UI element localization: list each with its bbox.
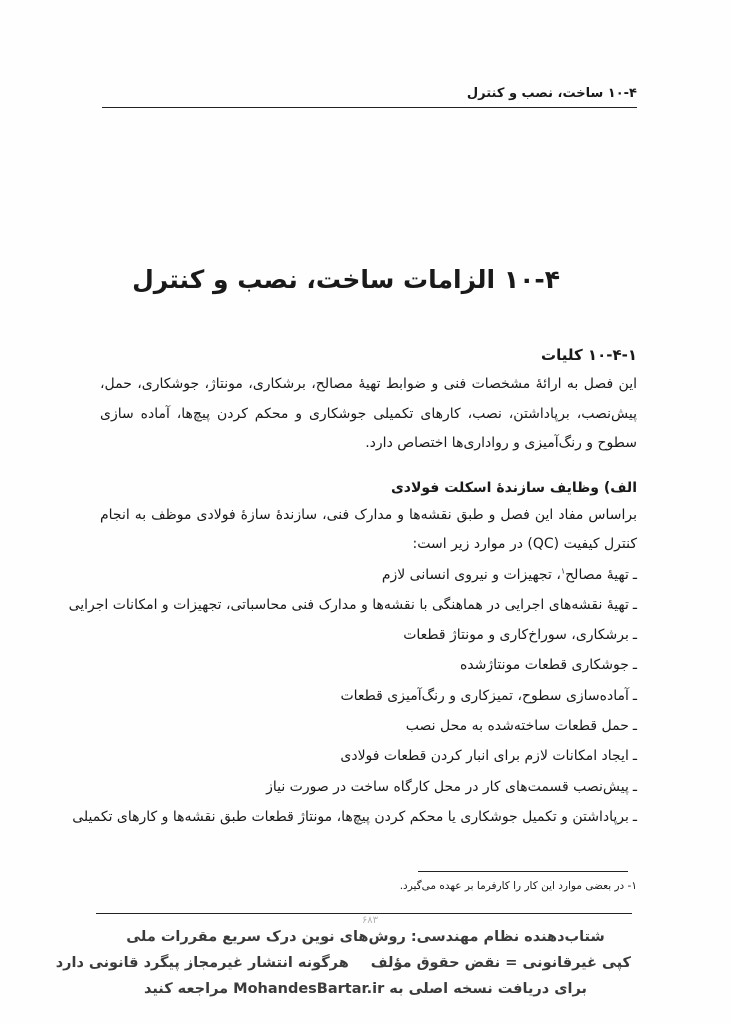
list-item-text: تهیهٔ مصالح: [565, 566, 629, 583]
bullet-dash: ـ: [632, 687, 637, 704]
bullet-dash: ـ: [632, 778, 637, 795]
list-item-text: ایجاد امکانات لازم برای انبار کردن قطعات فولادی: [340, 748, 629, 765]
chapter-title: ۱۰-۴ الزامات ساخت، نصب و کنترل: [132, 265, 560, 294]
watermark-copyright-text: کپی غیرقانونی = نقض حقوق مؤلف: [370, 955, 631, 971]
list-item-text: حمل قطعات ساخته‌شده به محل نصب: [405, 717, 629, 734]
watermark-prefix: برای دریافت نسخه اصلی به: [389, 981, 587, 997]
watermark-website-link[interactable]: MohandesBartar.ir: [233, 981, 385, 997]
bullet-dash: ـ: [632, 748, 637, 765]
list-item-text: آماده‌سازی سطوح، تمیزکاری و رنگ‌آمیزی قطعات: [340, 687, 629, 704]
watermark-line-3: [100, 976, 631, 1002]
fabricator-intro-paragraph: براساس مفاد این فصل و طبق نقشه‌ها و مدارک فنی، سازندهٔ سازهٔ فولادی موظف به انجام کنترل کیفیت (QC) در موارد زیر است:: [100, 506, 637, 552]
list-item-text: جوشکاری قطعات مونتاژشده: [459, 657, 629, 674]
subsection-heading-fabricator-duties: الف) وظایف سازندهٔ اسکلت فولادی: [390, 479, 637, 496]
watermark: [55, 924, 631, 1002]
watermark-suffix: مراجعه کنید: [143, 981, 229, 997]
section-heading-general: ۱۰-۴-۱ کلیات: [541, 346, 637, 364]
list-item: [100, 650, 637, 680]
list-item: [68, 590, 637, 620]
list-item: [100, 681, 637, 711]
general-paragraph: این فصل به ارائهٔ مشخصات فنی و ضوابط تهیهٔ مصالح، برشکاری، مونتاژ، جوشکاری، حمل، پیش‌نصب، برپاداشتن، نصب، کارهای تکمیلی جوشکاری و محکم کردن پیچ‌ها، آماده سازی سطوح و رنگ‌آمیزی و رواداری‌ها اختصاص دارد.: [100, 376, 637, 451]
watermark-line-2: [55, 950, 631, 976]
bullet-dash: ـ: [632, 566, 637, 583]
list-item: [100, 620, 637, 650]
footnote: ۱- در بعضی موارد این کار را کارفرما بر عهده می‌گیرد.: [399, 880, 637, 892]
bullet-dash: ـ: [632, 596, 637, 613]
footnote-divider: [418, 871, 628, 872]
bullet-dash: ـ: [632, 627, 637, 644]
watermark-legal-text: هرگونه انتشار غیرمجاز پیگرد قانونی دارد: [55, 955, 349, 971]
list-item: [100, 741, 637, 771]
footer-divider: [96, 913, 632, 914]
list-item-text: تهیهٔ نقشه‌های اجرایی در هماهنگی با نقشه‌ها و مدارک فنی محاسباتی، تجهیزات و امکانات اجرایی: [68, 596, 629, 613]
list-item: [72, 802, 637, 832]
header-divider: [102, 107, 637, 108]
bullet-dash: ـ: [632, 657, 637, 674]
fabricator-duties-list: [68, 560, 637, 833]
list-item: [100, 772, 637, 802]
page-content: [68, 340, 637, 832]
bullet-dash: ـ: [632, 717, 637, 734]
page-number: ۶۸۳: [361, 915, 379, 926]
list-item-text: پیش‌نصب قسمت‌های کار در محل کارگاه ساخت در صورت نیاز: [266, 778, 629, 795]
running-header: ۱۰-۴ ساخت، نصب و کنترل: [466, 86, 637, 101]
list-item-text: برشکاری، سوراخ‌کاری و مونتاژ قطعات: [403, 627, 629, 644]
bullet-dash: ـ: [632, 808, 637, 825]
list-item: [100, 560, 637, 590]
list-item-text-cont: ، تجهیزات و نیروی انسانی لازم: [381, 566, 561, 583]
list-item: [100, 711, 637, 741]
footnote-reference[interactable]: ۱: [560, 565, 566, 575]
list-item-text: برپاداشتن و تکمیل جوشکاری یا محکم کردن پیچ‌ها، مونتاژ قطعات طبق نقشه‌ها و کارهای تکمیلی: [72, 808, 629, 825]
watermark-line-1: شتاب‌دهنده نظام مهندسی: روش‌های نوین درک سریع مقررات ملی: [126, 929, 605, 945]
